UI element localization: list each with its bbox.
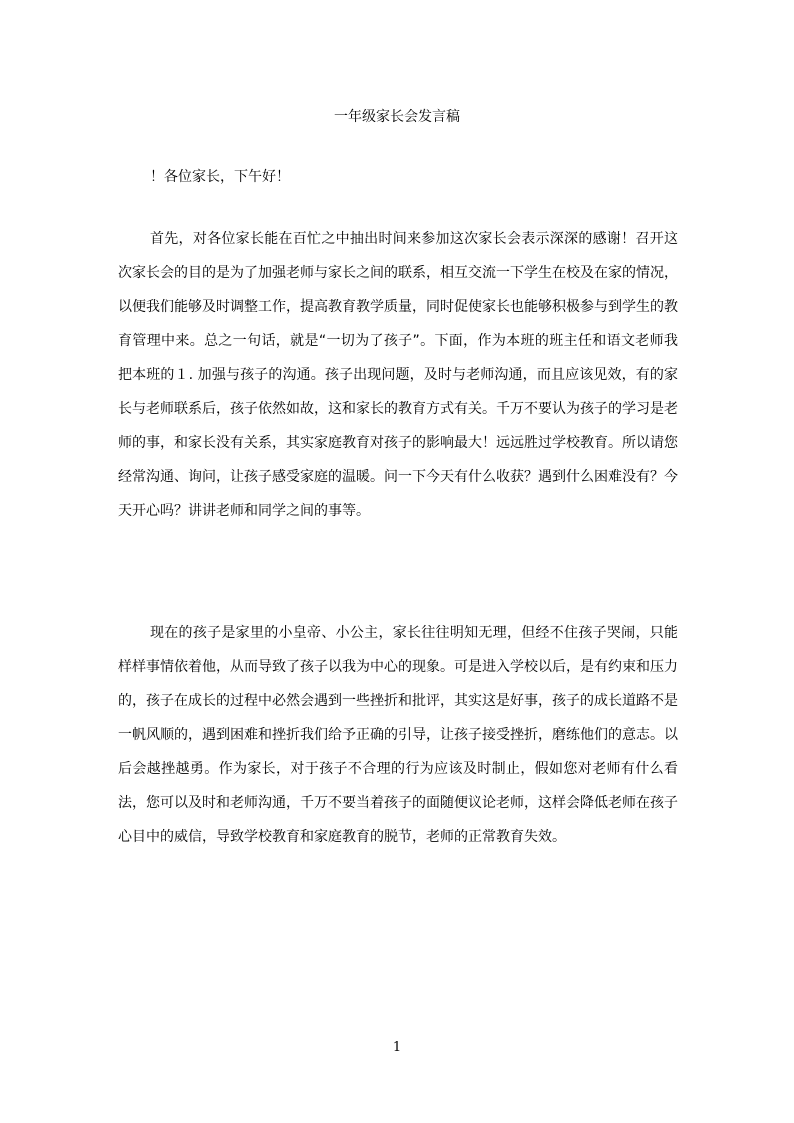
body-paragraph-2: 现在的孩子是家里的小皇帝、小公主，家长往往明知无理，但经不住孩子哭闹，只能样样事情依着他，从而导致了孩子以我为中心的现象。可是进入学校以后，是有约束和压力的，孩子在成长的过程中必然会遇到一些挫折和批评，其实这是好事，孩子的成长道路不是一帆风顺的，遇到困难和挫折我们给予正确的引导，让孩子接受挫折，磨练他们的意志。以后会越挫越勇。作为家长，对于孩子不合理的行为应该及时制止，假如您对老师有什么看法，您可以及时和老师沟通，千万不要当着孩子的面随便议论老师，这样会降低老师在孩子心目中的威信，导致学校教育和家庭教育的脱节，老师的正常教育失效。 (118, 625, 678, 845)
greeting-line: ！各位家长，下午好！ (150, 169, 290, 185)
page-number: 1 (392, 1040, 402, 1055)
body-paragraph-1: 首先，对各位家长能在百忙之中抽出时间来参加这次家长会表示深深的感谢！召开这次家长会的目的是为了加强老师与家长之间的联系，相互交流一下学生在校及在家的情况，以便我们能够及时调整工作，提高教育教学质量，同时促使家长也能够积极参与到学生的教育管理中来。总之一句话，就是“一切为了孩子”。下面，作为本班的班主任和语文老师我把本班的１. 加强与孩子的沟通。孩子出现问题，及时与老师沟通，而且应该见效，有的家长与老师联系后，孩子依然如故，这和家长的教育方式有关。千万不要认为孩子的学习是老师的事，和家长没有关系，其实家庭教育对孩子的影响最大！远远胜过学校教育。所以请您经常沟通、询问，让孩子感受家庭的温暖。问一下今天有什么收获？遇到什么困难没有？今天开心吗？讲讲老师和同学之间的事等。 (118, 231, 678, 519)
document-title: 一年级家长会发言稿 (334, 109, 460, 125)
